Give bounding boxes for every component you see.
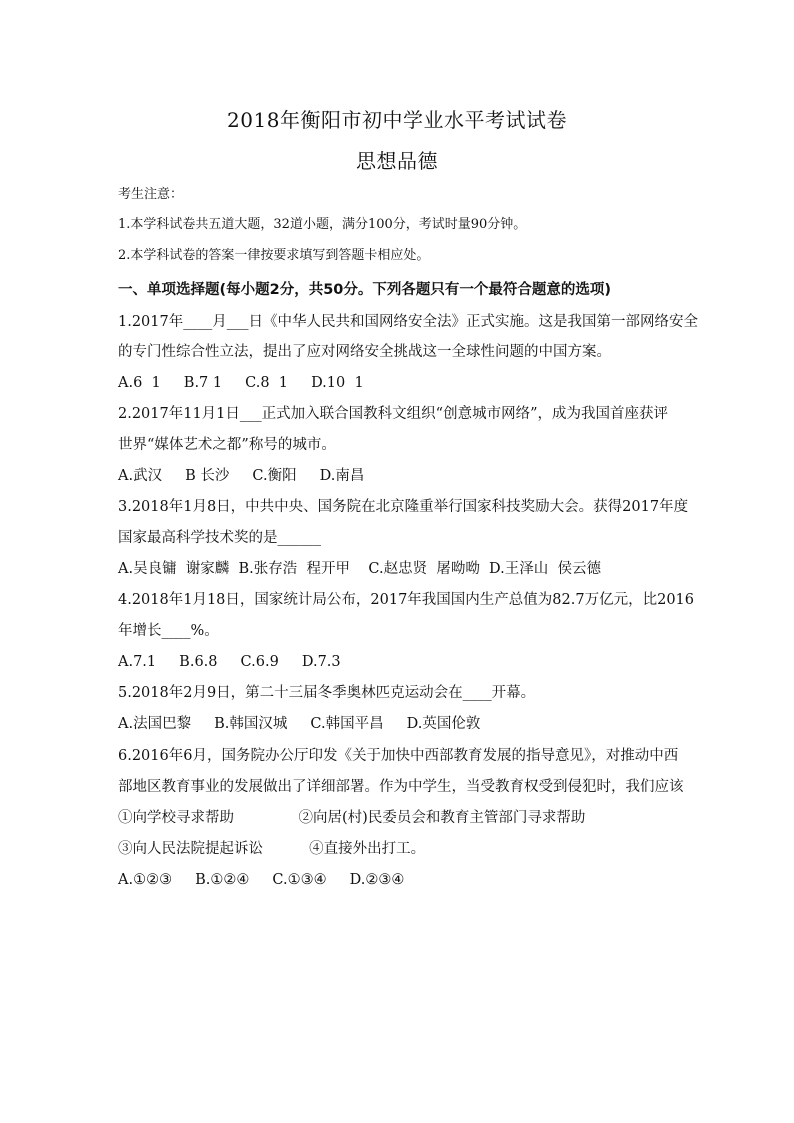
question-6-line-3: ①向学校寻求帮助 ②向居(村)民委员会和教育主管部门寻求帮助 (118, 810, 586, 826)
question-3-options: A.吴良镛 谢家麟 B.张存浩 程开甲 C.赵忠贤 屠呦呦 D.王泽山 侯云德 (118, 561, 601, 577)
section-heading: 一、单项选择题(每小题2分，共50分。下列各题只有一个最符合题意的选项) (118, 282, 612, 298)
question-2-line-1: 2.2017年11月1日___正式加入联合国教科文组织“创意城市网络”，成为我国首座获评 (118, 406, 668, 422)
question-1-line-1: 1.2017年____月___日《中华人民共和国网络安全法》正式实施。这是我国第一部网络安全 (118, 314, 698, 330)
question-6-line-2: 部地区教育事业的发展做出了详细部署。作为中学生，当受教育权受到侵犯时，我们应该 (118, 779, 684, 795)
exam-subject: 思想品德 (356, 149, 438, 173)
question-6-line-1: 6.2016年6月，国务院办公厅印发《关于加快中西部教育发展的指导意见》，对推动中西 (118, 748, 679, 764)
question-6-line-4: ③向人民法院提起诉讼 ④直接外出打工。 (118, 841, 426, 857)
notice-item-1: 1.本学科试卷共五道大题，32道小题，满分100分，考试时量90分钟。 (118, 217, 527, 232)
question-1-line-2: 的专门性综合性立法，提出了应对网络安全挑战这一全球性问题的中国方案。 (118, 344, 611, 360)
question-1-options: A.6 1 B.7 1 C.8 1 D.10 1 (118, 375, 364, 391)
question-4-options: A.7.1 B.6.8 C.6.9 D.7.3 (118, 654, 341, 670)
question-2-line-2: 世界“媒体艺术之都”称号的城市。 (118, 437, 336, 453)
question-5-options: A.法国巴黎 B.韩国汉城 C.韩国平昌 D.英国伦敦 (118, 716, 481, 732)
question-2-options: A.武汉 B 长沙 C.衡阳 D.南昌 (118, 468, 365, 484)
question-6-options: A.①②③ B.①②④ C.①③④ D.②③④ (118, 872, 405, 888)
question-5-line-1: 5.2018年2月9日，第二十三届冬季奥林匹克运动会在____开幕。 (118, 685, 536, 701)
notice-item-2: 2.本学科试卷的答案一律按要求填写到答题卡相应处。 (118, 248, 430, 263)
question-3-line-1: 3.2018年1月8日，中共中央、国务院在北京隆重举行国家科技奖励大会。获得2017年度 (118, 499, 689, 515)
question-4-line-1: 4.2018年1月18日，国家统计局公布，2017年我国国内生产总值为82.7万亿元，比2016 (118, 592, 694, 608)
exam-title: 2018年衡阳市初中学业水平考试试卷 (227, 108, 567, 132)
question-4-line-2: 年增长____%。 (118, 623, 219, 639)
notice-heading: 考生注意： (118, 187, 184, 202)
question-3-line-2: 国家最高科学技术奖的是______ (118, 530, 321, 546)
